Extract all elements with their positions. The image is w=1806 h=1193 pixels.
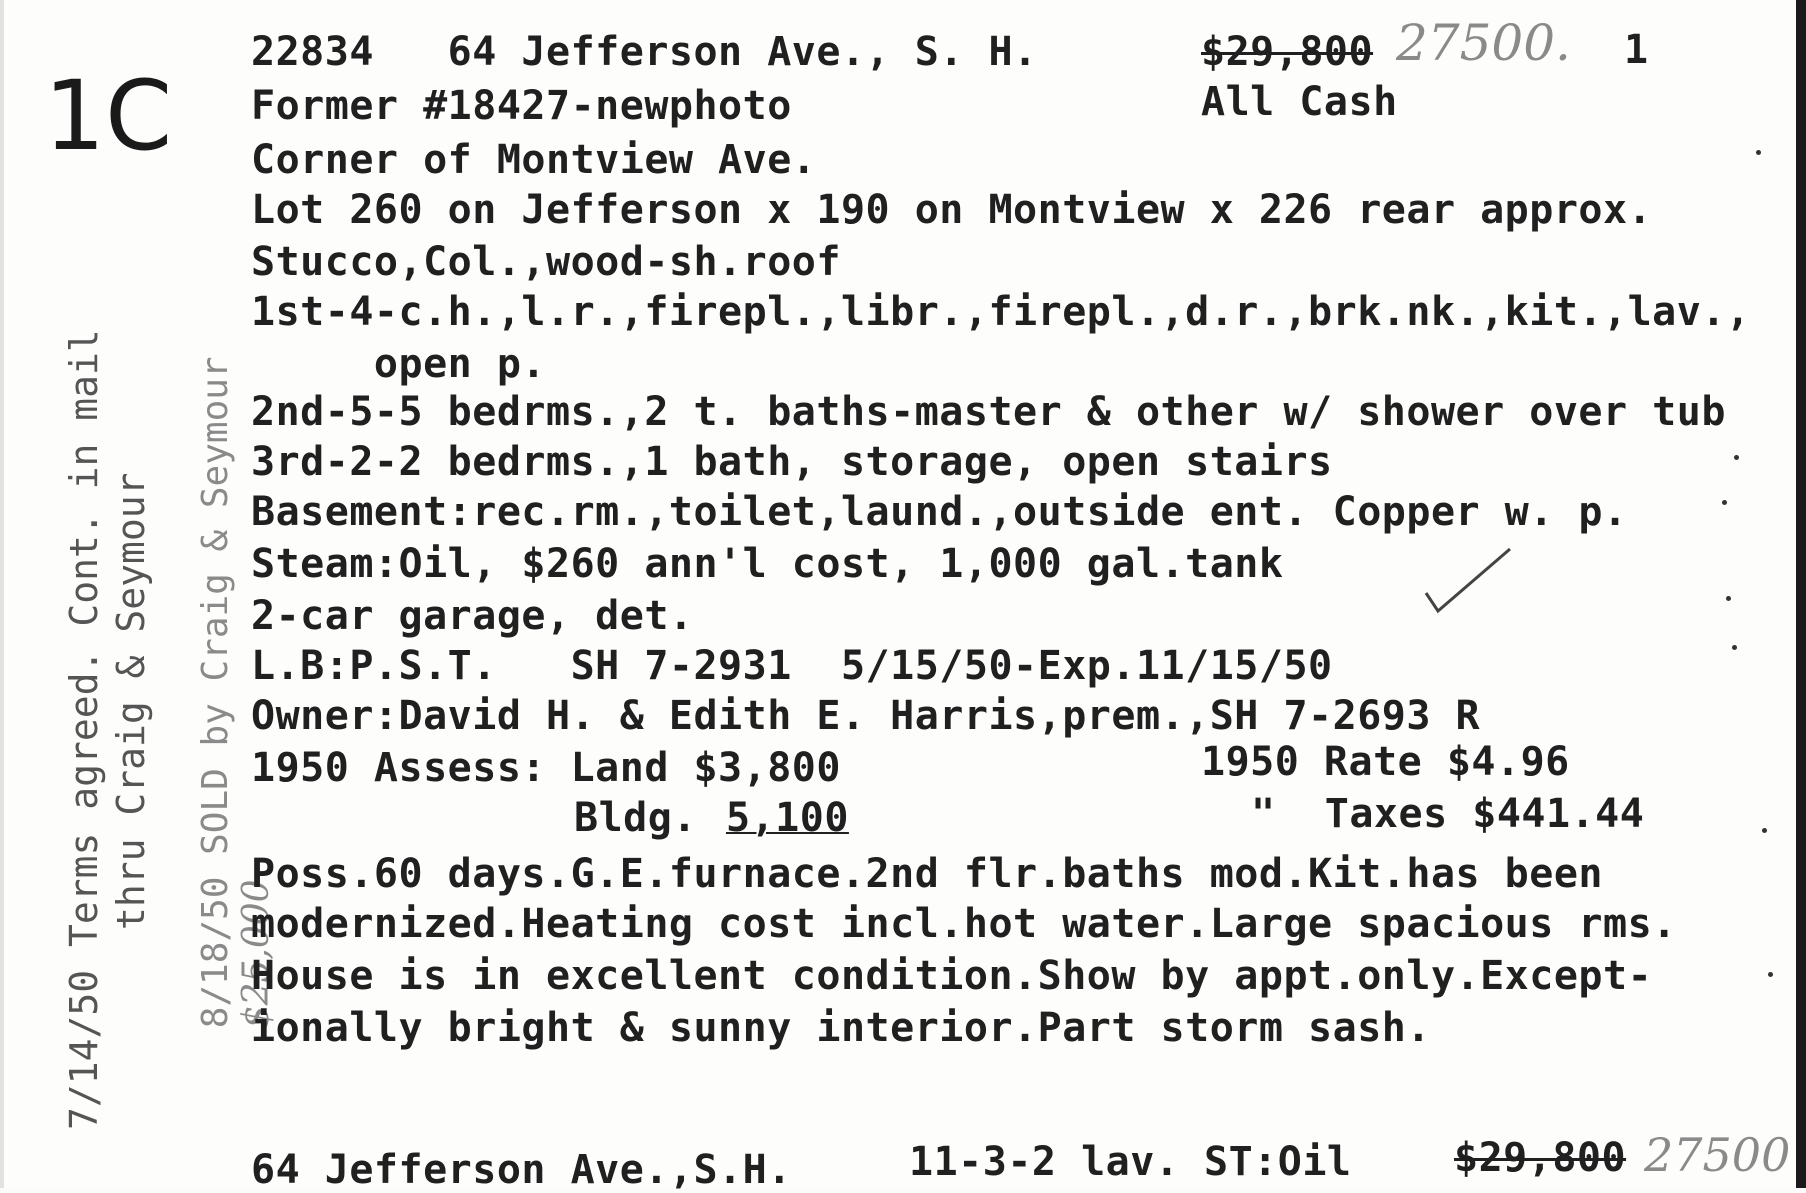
line-first-floor-cont: open p. (251, 341, 546, 387)
stray-mark (1734, 455, 1739, 460)
line-former: Former #18427-newphoto (251, 83, 792, 129)
tax-rate: 1950 Rate $4.96 (1201, 739, 1570, 785)
stray-mark (1726, 596, 1731, 601)
line-basement: Basement:rec.rm.,toilet,laund.,outside ent. Copper w. p. (251, 489, 1628, 535)
line-construction: Stucco,Col.,wood-sh.roof (251, 239, 841, 285)
stray-mark (1732, 645, 1737, 650)
sold-note-text: 8/18/50 SOLD by Craig & Seymour (195, 356, 236, 1029)
line-remarks-4: ionally bright & sunny interior.Part storm sash. (251, 1005, 1431, 1051)
check-mark-icon (1424, 545, 1514, 615)
line-remarks-2: modernized.Heating cost incl.hot water.Large spacious rms. (251, 901, 1677, 947)
line-second-floor: 2nd-5-5 bedrms.,2 t. baths-master & other w/ shower over tub (251, 389, 1726, 435)
line-heating: Steam:Oil, $260 ann'l cost, 1,000 gal.tank (251, 541, 1284, 587)
footer-address: 64 Jefferson Ave.,S.H. (251, 1147, 792, 1193)
line-listing-broker: L.B:P.S.T. SH 7-2931 5/15/50-Exp.11/15/50 (251, 643, 1333, 689)
margin-note-terms: 7/14/50 Terms agreed. Cont. in mail (62, 329, 106, 1130)
line-remarks-3: House is in excellent condition.Show by appt.only.Except- (251, 953, 1653, 999)
line-first-floor: 1st-4-c.h.,l.r.,firepl.,libr.,firepl.,d.r.,brk.nk.,kit.,lav., (251, 289, 1751, 335)
taxes: " Taxes $441.44 (1251, 791, 1645, 837)
stray-mark (1762, 828, 1767, 833)
price-original: $29,800 (1201, 29, 1374, 75)
assess-bldg-label: Bldg. (574, 795, 697, 841)
line-garage: 2-car garage, det. (251, 593, 694, 639)
line-assess-land: 1950 Assess: Land $3,800 (251, 745, 841, 791)
line-owner: Owner:David H. & Edith E. Harris,prem.,SH 7-2693 R (251, 693, 1481, 739)
line-third-floor: 3rd-2-2 bedrms.,1 bath, storage, open stairs (251, 439, 1333, 485)
stray-mark (1756, 150, 1761, 155)
margin-note-agent: thru Craig & Seymour (109, 472, 153, 930)
margin-check-mark: 1C (44, 60, 173, 172)
page-number: 1 (1624, 27, 1649, 73)
terms: All Cash (1201, 79, 1398, 125)
price-handwritten: 27500. (1396, 14, 1571, 72)
line-corner: Corner of Montview Ave. (251, 137, 817, 183)
sold-note-amount: $25,000 (236, 879, 277, 1029)
line-lot: Lot 260 on Jefferson x 190 on Montview x 226 rear approx. (251, 187, 1653, 233)
footer-price-original: $29,800 (1454, 1135, 1627, 1181)
card-edge (1796, 0, 1806, 1188)
line-remarks-1: Poss.60 days.G.E.furnace.2nd flr.baths mod.Kit.has been (251, 851, 1604, 897)
stray-mark (1768, 972, 1773, 977)
footer-price-handwritten: 27500 (1644, 1128, 1791, 1182)
line-header: 22834 64 Jefferson Ave., S. H. (251, 29, 1038, 75)
footer-rooms: 11-3-2 lav. ST:Oil (909, 1139, 1352, 1185)
stray-mark (1722, 500, 1727, 505)
assess-bldg-value: 5,100 (726, 795, 849, 841)
